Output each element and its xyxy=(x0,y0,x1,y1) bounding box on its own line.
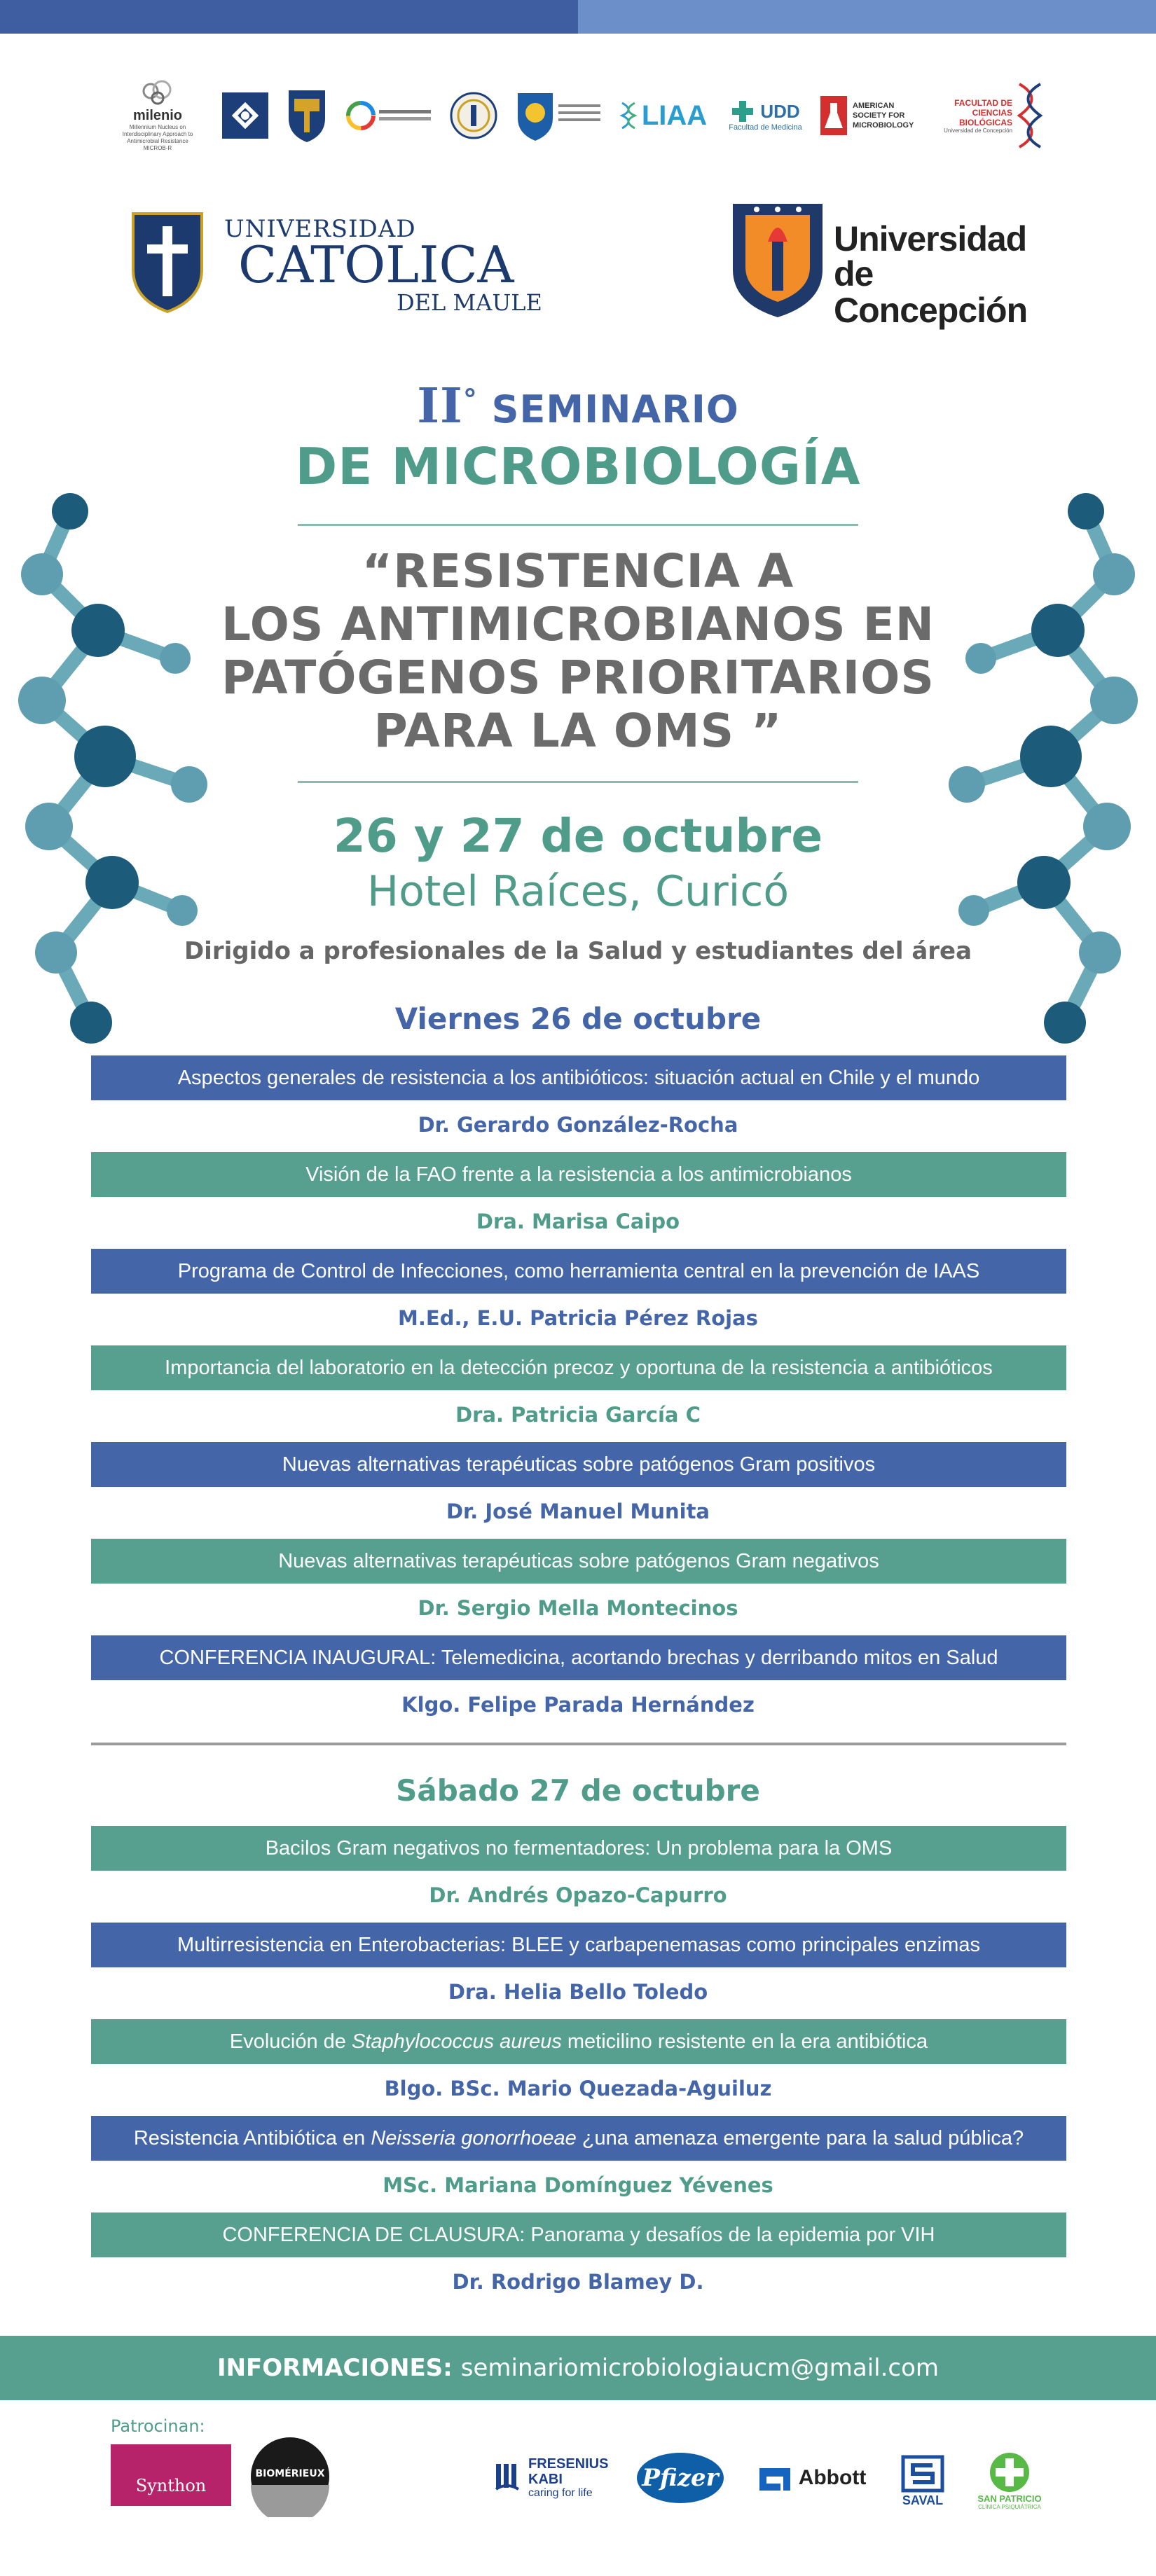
day1-talk-3: Programa de Control de Infecciones, como herramienta central en la prevención de IAAS xyxy=(91,1249,1066,1294)
dna-icon xyxy=(618,102,639,130)
pfizer-logo xyxy=(635,2450,726,2506)
udec-line1: Universidad xyxy=(834,219,1027,258)
day1-talk-1: Aspectos generales de resistencia a los antibióticos: situación actual en Chile y el mundo xyxy=(91,1055,1066,1100)
abbott-text: Abbott xyxy=(798,2466,867,2489)
info-email[interactable]: seminariomicrobiologiaucm@gmail.com xyxy=(460,2354,940,2382)
pfizer-text: Pfizer xyxy=(642,2464,719,2492)
liaa-logo xyxy=(615,74,710,158)
fresenius-tagline: caring for life xyxy=(528,2487,593,2499)
fcb-logo xyxy=(932,74,1051,158)
event-audience: Dirigido a profesionales de la Salud y estudiantes del área xyxy=(184,937,972,965)
title-rule-bottom xyxy=(298,781,858,783)
udd-cross-icon xyxy=(731,99,755,123)
day2-talk-3-organism: Staphylococcus aureus xyxy=(352,2030,562,2053)
puc-logo xyxy=(510,74,605,158)
san-patricio-cross-icon xyxy=(989,2451,1031,2493)
info-label: INFORMACIONES: xyxy=(216,2354,453,2382)
day2-talk-1: Bacilos Gram negativos no fermentadores: Un problema para la OMS xyxy=(91,1826,1066,1871)
day2-speaker-2: Dra. Helia Bello Toledo xyxy=(448,1980,708,2004)
event-date: 26 y 27 de octubre xyxy=(333,809,823,863)
seminar-degree: ° xyxy=(462,384,478,416)
puc-crest-icon xyxy=(512,88,603,144)
biomerieux-logo xyxy=(249,2436,331,2517)
liaa-text: LIAA xyxy=(641,99,708,131)
top-color-bar xyxy=(0,0,1156,34)
saval-text: SAVAL xyxy=(902,2493,944,2507)
biomerieux-text: BIOMÉRIEUX xyxy=(255,2468,325,2479)
square-emblem-icon xyxy=(221,91,270,140)
day2-speaker-5: Dr. Rodrigo Blamey D. xyxy=(452,2270,704,2294)
saval-logo xyxy=(898,2449,947,2513)
quote-line-4: PARA LA OMS ” xyxy=(373,704,783,758)
udd-text: UDD xyxy=(760,100,800,122)
university-logos xyxy=(126,200,1044,330)
day2-talk-5: CONFERENCIA DE CLAUSURA: Panorama y desafíos de la epidemia por VIH xyxy=(91,2213,1066,2257)
udd-logo xyxy=(722,74,809,158)
seminar-subject: DE MICROBIOLOGÍA xyxy=(295,437,861,496)
san-patricio-subtitle: CLÍNICA PSIQUIÁTRICA xyxy=(978,2504,1041,2510)
title-rule-top xyxy=(298,524,858,526)
ucm-line3: DEL MAULE xyxy=(397,289,542,316)
day1-speaker-4: Dra. Patricia García C xyxy=(455,1403,701,1427)
day2-talk-4-organism: Neisseria gonorrhoeae xyxy=(371,2126,577,2149)
color-ring-logo xyxy=(342,74,436,158)
quote-line-1: “RESISTENCIA A xyxy=(362,544,794,598)
kabi-text: KABI xyxy=(528,2472,563,2487)
day1-talk-7: CONFERENCIA INAUGURAL: Telemedicina, acortando brechas y derribando mitos en Salud xyxy=(91,1635,1066,1680)
udec-logo xyxy=(729,200,1051,330)
day2-speaker-3: Blgo. BSc. Mario Quezada-Aguiluz xyxy=(384,2077,772,2100)
day2-talk-2: Multirresistencia en Enterobacterias: BLEE y carbapenemasas como principales enzimas xyxy=(91,1923,1066,1967)
seminar-word: SEMINARIO xyxy=(491,387,739,431)
info-bar xyxy=(0,2336,1156,2400)
event-venue: Hotel Raíces, Curicó xyxy=(366,867,790,916)
fcb-subtitle: Universidad de Concepción xyxy=(944,127,1012,134)
fcb-text: FACULTAD DE CIENCIAS BIOLÓGICAS xyxy=(954,97,1012,127)
partner-logos-row xyxy=(105,74,1051,158)
milenio-logo xyxy=(112,74,203,158)
asm-logo xyxy=(818,74,923,158)
milenio-subtitle: Millennium Nucleus on Interdisciplinary Approach to Antimicrobial Resistance MICROB-R xyxy=(122,123,193,151)
day1-speaker-1: Dr. Gerardo González-Rocha xyxy=(418,1113,738,1137)
synthon-text: Synthon xyxy=(135,2476,207,2495)
ucm-shield-icon xyxy=(129,209,206,314)
top-bar-dark-segment xyxy=(0,0,578,34)
day1-speaker-3: M.Ed., E.U. Patricia Pérez Rojas xyxy=(398,1306,758,1330)
abbott-mark-icon xyxy=(757,2463,793,2493)
seminar-title xyxy=(0,378,1156,496)
day1-talk-4: Importancia del laboratorio en la detección precoz y oportuna de la resistencia a antibióticos xyxy=(91,1345,1066,1390)
saval-mark-icon xyxy=(900,2454,945,2493)
blue-square-logo xyxy=(219,74,271,158)
san-patricio-logo xyxy=(963,2444,1057,2517)
top-bar-light-segment xyxy=(578,0,1156,34)
udec-line2: de Concepción xyxy=(834,254,1028,330)
day2-talk-4 xyxy=(91,2116,1066,2161)
seminar-title-line1 xyxy=(0,378,1156,434)
ucm-line1: UNIVERSIDAD xyxy=(224,215,416,243)
seminar-number: II xyxy=(417,378,463,434)
helix-icon xyxy=(1012,81,1047,151)
day2-talk-4-pre: Resistencia Antibiótica en xyxy=(133,2126,371,2149)
quote-line-2: LOS ANTIMICROBIANOS EN xyxy=(221,597,935,651)
day1-speaker-7: Klgo. Felipe Parada Hernández xyxy=(401,1693,755,1717)
ring-emblem-icon xyxy=(344,95,435,137)
shield-crest-icon xyxy=(284,86,329,145)
day1-talk-6: Nuevas alternativas terapéuticas sobre patógenos Gram negativos xyxy=(91,1539,1066,1584)
round-seal-logo xyxy=(447,74,500,158)
udec-shield-icon xyxy=(729,200,827,320)
seal-icon xyxy=(449,91,498,140)
ucm-logo xyxy=(126,207,546,319)
day1-speaker-6: Dr. Sergio Mella Montecinos xyxy=(418,1596,738,1620)
day2-talk-4-post: ¿una amenaza emergente para la salud pública? xyxy=(576,2126,1024,2149)
seminar-theme-quote xyxy=(140,545,1016,758)
day-divider xyxy=(91,1743,1066,1745)
sponsors-label: Patrocinan: xyxy=(111,2416,205,2436)
day2-speaker-1: Dr. Andrés Opazo-Capurro xyxy=(429,1883,727,1907)
day2-talk-3-post: meticilino resistente en la era antibiótica xyxy=(561,2030,928,2053)
fresenius-logo xyxy=(495,2450,621,2506)
milenio-name: milenio xyxy=(132,107,182,123)
day2-title: Sábado 27 de octubre xyxy=(396,1773,760,1808)
san-patricio-text: SAN PATRICIO xyxy=(977,2493,1042,2504)
day1-talk-2: Visión de la FAO frente a la resistencia a los antimicrobianos xyxy=(91,1152,1066,1197)
synthon-logo xyxy=(111,2444,231,2506)
milenio-emblem-icon xyxy=(137,80,179,108)
abbott-logo xyxy=(747,2457,876,2499)
udd-subtitle: Facultad de Medicina xyxy=(729,123,802,132)
fresenius-mark-icon xyxy=(495,2461,523,2495)
quote-line-3: PATÓGENOS PRIORITARIOS xyxy=(221,651,935,705)
day1-title: Viernes 26 de octubre xyxy=(394,1002,762,1036)
ucm-line2: CATOLICA xyxy=(238,235,514,294)
crest-logo xyxy=(282,74,331,158)
day1-speaker-2: Dra. Marisa Caipo xyxy=(476,1210,680,1233)
day1-talk-5: Nuevas alternativas terapéuticas sobre patógenos Gram positivos xyxy=(91,1442,1066,1487)
day2-talk-3-pre: Evolución de xyxy=(229,2030,352,2053)
asm-text: AMERICAN SOCIETY FOR MICROBIOLOGY xyxy=(853,102,914,130)
day2-talk-3 xyxy=(91,2019,1066,2064)
asm-flask-icon xyxy=(819,95,848,137)
day1-speaker-5: Dr. José Manuel Munita xyxy=(446,1500,710,1523)
fresenius-text: FRESENIUS xyxy=(528,2456,609,2472)
day2-speaker-4: MSc. Mariana Domínguez Yévenes xyxy=(383,2173,773,2197)
